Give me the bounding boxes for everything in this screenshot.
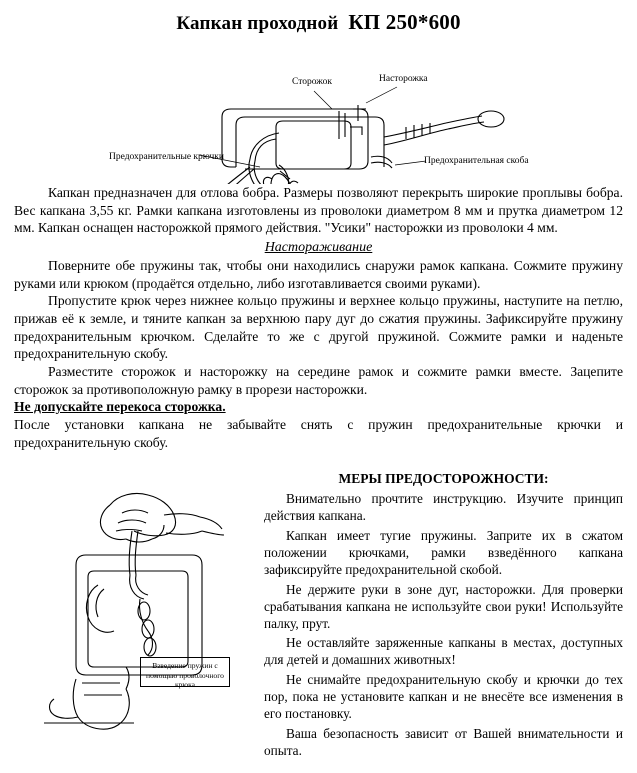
lower-section bbox=[14, 465, 623, 758]
safety-item: Не держите руки в зоне дуг, насторожки. Для проверки срабатывания капкана не используйте свои руки! Используйте палку, прут. bbox=[264, 581, 623, 631]
title-model: КП 250*600 bbox=[348, 10, 461, 34]
figure-label-storozhok: Сторожок bbox=[292, 77, 332, 87]
safety-item: Не снимайте предохранительную скобу и крючки до тех пор, пока не установите капкан и не внесёте все изменения в его постановку. bbox=[264, 672, 623, 721]
safety-precautions bbox=[264, 465, 623, 762]
safety-item: Ваша безопасность зависит от Вашей внимательности и опыта. bbox=[264, 725, 623, 758]
title-main: Капкан проходной bbox=[176, 13, 339, 34]
spring-cocking-svg bbox=[14, 465, 264, 733]
setting-paragraph-3: Разместите сторожок и насторожку на середине рамок и сожмите рамки вместе. Зацепите сторожок за противоположную рамку в прорези насторожки. bbox=[14, 364, 623, 397]
page-title bbox=[14, 10, 623, 35]
intro-paragraph: Капкан предназначен для отлова бобра. Размеры позволяют перекрыть широкие проплывы бобра. Вес капкана 3,55 кг. Рамки капкана изготовлены из проволоки диаметром 8 мм и прутка диаметром 12 мм. Капкан оснащен насторожкой прямого действия. "Усики" насторожки из проволоки 4 мм. bbox=[14, 185, 623, 236]
setting-instructions bbox=[14, 257, 623, 451]
figure-label-safety-hooks: Предохранительные крючки bbox=[109, 152, 225, 162]
section-heading-setting: Настораживание bbox=[264, 240, 373, 256]
setting-paragraph-1: Поверните обе пружины так, чтобы они находились снаружи рамок капкана. Сожмите пружину руками или крюком (продаётся отдельно, либо изготавливается своими руками). bbox=[14, 258, 623, 291]
intro-text bbox=[14, 184, 623, 237]
safety-item: Капкан имеет тугие пружины. Заприте их в сжатом положении крючками, рамки взведённого капкана зафиксируйте предохранительной скобой. bbox=[264, 528, 623, 577]
safety-item: Внимательно прочтите инструкцию. Изучите принцип действия капкана. bbox=[264, 491, 623, 524]
figure-label-nastorozhka: Насторожка bbox=[379, 74, 428, 84]
safety-heading: МЕРЫ ПРЕДОСТОРОЖНОСТИ: bbox=[338, 471, 549, 487]
figure-label-safety-bracket: Предохранительная скоба bbox=[424, 156, 529, 166]
trap-diagram-svg bbox=[14, 39, 623, 184]
figure2-caption: Взведение пружин с помощью проволочного крюка bbox=[146, 661, 224, 690]
setting-paragraph-4: После установки капкана не забывайте снять с пружин предохранительные крючки и предохранительную скобу. bbox=[14, 417, 623, 450]
setting-warning: Не допускайте перекоса сторожка. bbox=[14, 399, 226, 415]
safety-item: Не оставляйте заряженные капканы в местах, доступных для детей и домашних животных! bbox=[264, 635, 623, 668]
setting-paragraph-2: Пропустите крюк через нижнее кольцо пружины и верхнее кольцо пружины, наступите на петлю, прижав её к земле, и тяните капкан за верхнюю пару дуг до сжатия пружины. Зафиксируйте пружину предохранительным крючком. Сделайте то же с другой пружиной. Сожмите рамки и наденьте предохранительную скобу. bbox=[14, 293, 623, 362]
document-page bbox=[0, 10, 637, 773]
figure-trap-diagram bbox=[14, 39, 623, 184]
figure-spring-cocking bbox=[14, 465, 264, 733]
